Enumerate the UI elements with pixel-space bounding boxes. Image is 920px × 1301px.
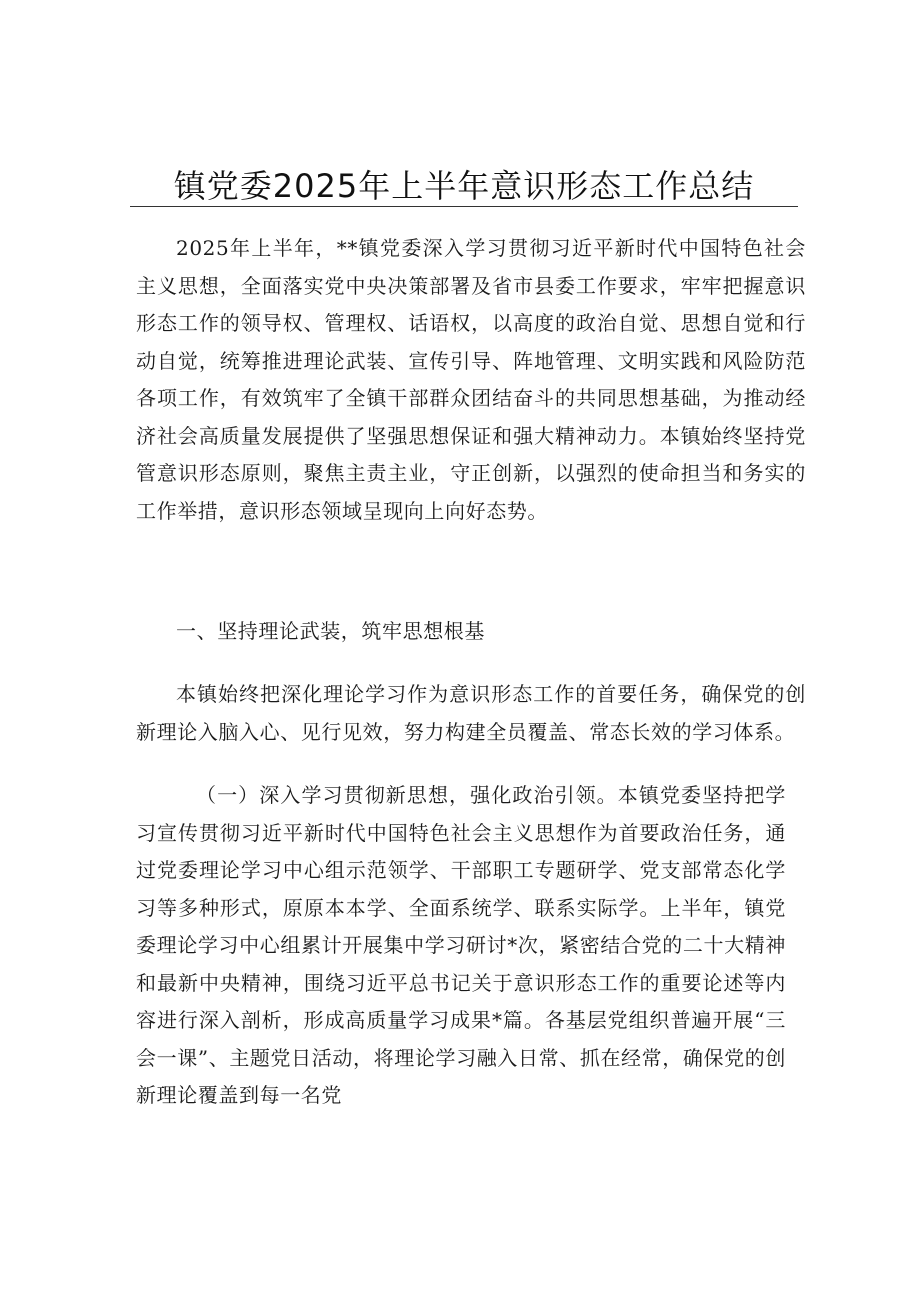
section-heading-1: 一、坚持理论武装，筑牢思想根基 — [176, 619, 485, 643]
subsection-1-paragraph: （一）深入学习贯彻新思想，强化政治引领。本镇党委坚持把学习宣传贯彻习近平新时代中国特色社会主义思想作为首要政治任务，通过党委理论学习中心组示范领学、干部职工专题研学、党支部常态化学习等多种形式，原原本本学、全面系统学、联系实际学。上半年，镇党委理论学习中心组累计开展集中学习研讨*次，紧密结合党的二十大精神和最新中央精神，围绕习近平总书记关于意识形态工作的重要论述等内容进行深入剖析，形成高质量学习成果*篇。各基层党组织普遍开展“三会一课”、主题党日活动，将理论学习融入日常、抓在经常，确保党的创新理论覆盖到每一名党 — [136, 783, 786, 1107]
section-1-paragraph: 本镇始终把深化理论学习作为意识形态工作的首要任务，确保党的创新理论入脑入心、见行见效，努力构建全员覆盖、常态长效的学习体系。 — [136, 682, 806, 744]
intro-paragraph: 2025年上半年，**镇党委深入学习贯彻习近平新时代中国特色社会主义思想，全面落实党中央决策部署及省市县委工作要求，牢牢把握意识形态工作的领导权、管理权、话语权，以高度的政治自觉、思想自觉和行动自觉，统筹推进理论武装、宣传引导、阵地管理、文明实践和风险防范各项工作，有效筑牢了全镇干部群众团结奋斗的共同思想基础，为推动经济社会高质量发展提供了坚强思想保证和强大精神动力。本镇始终坚持党管意识形态原则，聚焦主责主业，守正创新，以强烈的使命担当和务实的工作举措，意识形态领域呈现向上向好态势。 — [136, 236, 806, 523]
title-underline — [130, 206, 798, 207]
document-title: 镇党委2025年上半年意识形态工作总结 — [173, 167, 755, 205]
